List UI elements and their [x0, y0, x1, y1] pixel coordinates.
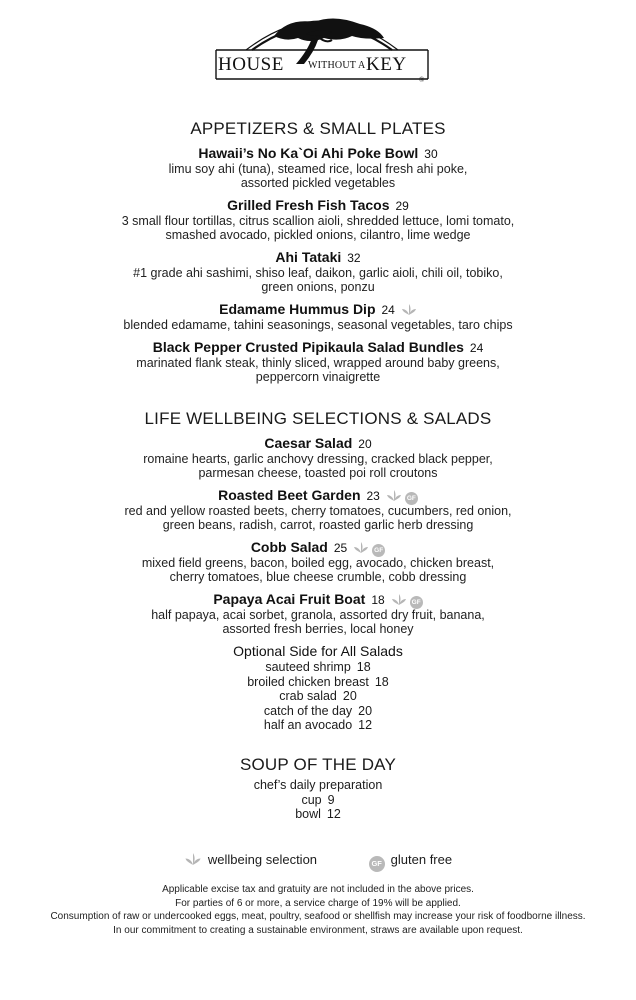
- side-label: half an avocado: [263, 718, 353, 732]
- side-line: [0, 704, 636, 719]
- item-price: 32: [347, 251, 361, 265]
- logo-without-text: WITHOUT A: [308, 60, 366, 71]
- menu-item: [0, 538, 636, 584]
- footer-line: In our commitment to creating a sustainable environment, straws are available upon request.: [113, 924, 523, 936]
- restaurant-logo: [214, 6, 430, 86]
- item-price: 18: [371, 593, 385, 607]
- menu-item: [0, 248, 636, 294]
- soup-line: [0, 778, 636, 793]
- side-price: 18: [374, 674, 389, 689]
- item-price: 23: [366, 489, 380, 503]
- item-name: Papaya Acai Fruit Boat: [213, 591, 366, 607]
- item-price: 24: [469, 341, 484, 355]
- section-title: SOUP OF THE DAY: [239, 755, 397, 774]
- menu-item: [0, 434, 636, 480]
- soup-line: [0, 793, 636, 808]
- icon-legend: [0, 852, 636, 872]
- soup-line: [0, 807, 636, 822]
- soup-section: [0, 754, 636, 822]
- item-name: Black Pepper Crusted Pipikaula Salad Bundles: [152, 339, 464, 355]
- soup-label: cup: [301, 792, 322, 807]
- menu-item: [0, 590, 636, 636]
- menu-item: [0, 300, 636, 332]
- item-name: Hawaii’s No Ka`Oi Ahi Poke Bowl: [198, 145, 419, 161]
- soup-price: 9: [327, 792, 335, 807]
- footer-line: Applicable excise tax and gratuity are not included in the above prices.: [162, 884, 474, 895]
- side-price: 20: [358, 703, 373, 718]
- item-description: mixed field greens, bacon, boiled egg, avocado, chicken breast,: [141, 556, 495, 570]
- logo-registered-mark: ®: [419, 76, 425, 84]
- side-price: 18: [356, 660, 371, 674]
- side-label: catch of the day: [263, 703, 353, 718]
- item-description: smashed avocado, pickled onions, cilantro, lime wedge: [165, 228, 471, 242]
- item-name: Grilled Fresh Fish Tacos: [227, 197, 390, 213]
- side-price: 20: [342, 689, 357, 703]
- item-name: Edamame Hummus Dip: [219, 301, 376, 317]
- side-line: [0, 718, 636, 733]
- menu-item: [0, 486, 636, 532]
- item-description: parmesan cheese, toasted poi roll croutons: [198, 466, 438, 480]
- item-price: 24: [381, 303, 395, 317]
- legend-wellbeing: [184, 852, 317, 869]
- soup-label: chef’s daily preparation: [253, 778, 383, 792]
- soup-label: bowl: [295, 807, 321, 821]
- item-name: Caesar Salad: [264, 435, 353, 451]
- footer-line: Consumption of raw or undercooked eggs, meat, poultry, seafood or shellfish may increase your risk of foodborne illness.: [50, 911, 586, 922]
- menu-item: [0, 338, 636, 384]
- item-name: Roasted Beet Garden: [218, 487, 361, 503]
- section-title: LIFE WELLBEING SELECTIONS & SALADS: [144, 409, 492, 428]
- side-line: [0, 660, 636, 675]
- item-description: 3 small flour tortillas, citrus scallion aioli, shredded lettuce, lomi tomato,: [121, 214, 515, 228]
- gluten-free-icon: GF: [410, 596, 423, 609]
- item-description: assorted fresh berries, local honey: [222, 622, 414, 636]
- footer-notes: [0, 883, 636, 937]
- item-description: limu soy ahi (tuna), steamed rice, local fresh ahi poke,: [168, 162, 468, 176]
- item-description: #1 grade ahi sashimi, shiso leaf, daikon, garlic aioli, chili oil, tobiko,: [133, 266, 503, 280]
- appetizers-section: [0, 118, 636, 384]
- logo-house-text: HOUSE: [218, 54, 284, 75]
- legend-gluten-free-label: gluten free: [390, 852, 453, 867]
- gluten-free-icon: GF: [405, 492, 418, 505]
- menu-item: [0, 144, 636, 190]
- item-description: assorted pickled vegetables: [240, 176, 396, 190]
- menu-item: [0, 196, 636, 242]
- item-price: 30: [424, 147, 438, 161]
- item-name: Cobb Salad: [250, 539, 328, 555]
- logo-key-text: KEY: [366, 54, 407, 75]
- item-name: Ahi Tataki: [275, 249, 342, 265]
- side-price: 12: [358, 718, 373, 732]
- side-label: broiled chicken breast: [247, 674, 369, 689]
- side-label: crab salad: [279, 689, 337, 703]
- item-description: romaine hearts, garlic anchovy dressing, cracked black pepper,: [143, 452, 493, 466]
- item-description: marinated flank steak, thinly sliced, wrapped around baby greens,: [136, 356, 500, 370]
- item-description: half papaya, acai sorbet, granola, assorted dry fruit, banana,: [151, 608, 485, 622]
- gluten-free-icon: GF: [369, 856, 385, 872]
- item-price: 29: [395, 199, 409, 213]
- soup-price: 12: [326, 807, 341, 821]
- section-title: APPETIZERS & SMALL PLATES: [190, 119, 446, 138]
- optional-sides-title: Optional Side for All Salads: [233, 643, 403, 659]
- side-line: [0, 675, 636, 690]
- logo-wordmark: [214, 52, 430, 84]
- item-price: 20: [358, 437, 372, 451]
- item-description: peppercorn vinaigrette: [255, 370, 381, 384]
- item-description: green beans, radish, carrot, roasted garlic herb dressing: [162, 518, 474, 532]
- legend-gluten-free: [369, 852, 452, 872]
- side-line: [0, 689, 636, 704]
- item-price: 25: [333, 541, 348, 555]
- item-description: green onions, ponzu: [261, 280, 375, 294]
- footer-line: For parties of 6 or more, a service charge of 19% will be applied.: [175, 897, 461, 909]
- item-description: blended edamame, tahini seasonings, seasonal vegetables, taro chips: [123, 318, 513, 332]
- leaf-icon: [184, 852, 202, 869]
- optional-sides: [0, 642, 636, 733]
- item-description: cherry tomatoes, blue cheese crumble, cobb dressing: [169, 570, 467, 584]
- wellbeing-salads-section: [0, 408, 636, 733]
- side-label: sauteed shrimp: [265, 660, 351, 674]
- gluten-free-icon: GF: [372, 544, 385, 557]
- legend-wellbeing-label: wellbeing selection: [207, 852, 318, 867]
- item-description: red and yellow roasted beets, cherry tomatoes, cucumbers, red onion,: [124, 504, 512, 518]
